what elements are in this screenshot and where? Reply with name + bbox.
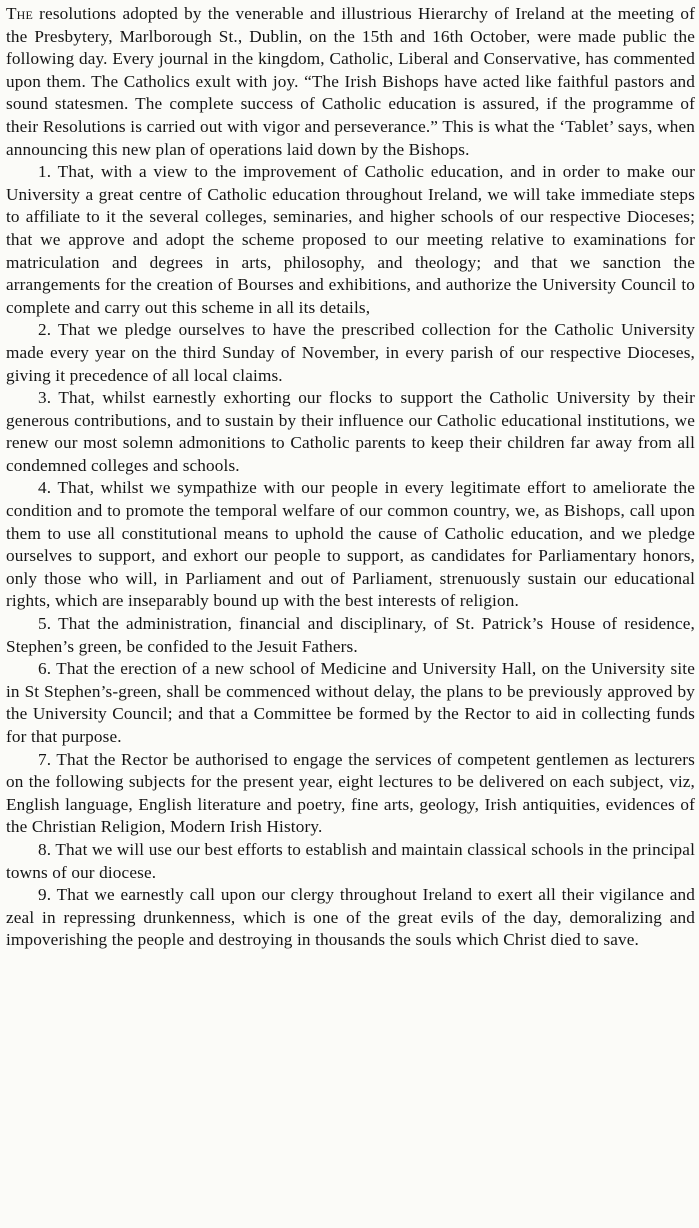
intro-text: resolutions adopted by the venerable and illustrious Hierarchy of Ireland at the meeting of the Presbytery, Marlborough St., Dublin, on the 15th and 16th October, were made public the following day. Every journal in the kingdom, Catholic, Liberal and Conservative, has commented upon them. The Catholics exult with joy. “The Irish Bishops have acted like faithful pastors and sound statesmen. The complete success of Catholic education is assured, if the programme of their Resolutions is carried out with vigor and perseverance.” This is what the ‘Tablet’ says, when announcing this new plan of operations laid down by the Bishops. [6, 4, 695, 159]
resolution-4: 4. That, whilst we sympathize with our people in every legitimate effort to ameliorate the condition and to promote the temporal welfare of our common country, we, as Bishops, call upon them to use all constitutional means to uphold the cause of Catholic education, and we pledge ourselves to support, and exhort our people to support, as candidates for Parliamentary honors, only those who will, in Parliament and out of Parliament, strenuously sustain our educational rights, which are inseparably bound up with the best interests of religion. [6, 478, 695, 611]
resolution-7: 7. That the Rector be authorised to engage the services of competent gentlemen as lecturers on the following subjects for the present year, eight lectures to be delivered on each subject, viz, English language, English literature and poetry, fine arts, geology, Irish antiquities, evidences of the Christian Religion, Modern Irish History. [6, 749, 695, 837]
resolution-2: 2. That we pledge ourselves to have the prescribed collection for the Catholic University made every year on the third Sunday of November, in every parish of our respective Dioceses, giving it precedence of all local claims. [6, 320, 695, 385]
resolution-6: 6. That the erection of a new school of Medicine and University Hall, on the University site in St Stephen’s-green, shall be commenced without delay, the plans to be previously approved by the University Council; and that a Committee be formed by the Rector to aid in collecting funds for that purpose. [6, 659, 695, 746]
intro-paragraph [6, 3, 695, 161]
resolution-3: 3. That, whilst earnestly exhorting our flocks to support the Catholic University by their generous contributions, and to sustain by their influence our Catholic educational institutions, we renew our most solemn admonitions to Catholic parents to keep their children far away from all condemned colleges and schools. [6, 388, 695, 475]
resolution-5: 5. That the administration, financial and disciplinary, of St. Patrick’s House of residence, Stephen’s green, be confided to the Jesuit Fathers. [6, 614, 695, 656]
resolution-1: 1. That, with a view to the improvement of Catholic education, and in order to make our University a great centre of Catholic education throughout Ireland, we will take immediate steps to affiliate to it the several colleges, seminaries, and higher schools of our respective Dioceses; that we approve and adopt the scheme proposed to our meeting relative to examinations for matriculation and degrees in arts, philosophy, and theology; and that we sanction the arrangements for the creation of Bourses and exhibitions, and authorize the University Council to complete and carry out this scheme in all its details, [6, 162, 695, 317]
intro-lead-word: The [6, 4, 33, 23]
resolution-8: 8. That we will use our best efforts to establish and maintain classical schools in the principal towns of our diocese. [6, 839, 695, 882]
resolution-9: 9. That we earnestly call upon our clergy throughout Ireland to exert all their vigilance and zeal in repressing drunkenness, which is one of the great evils of the day, demoralizing and impoverishing the people and destroying in thousands the souls which Christ died to save. [6, 885, 695, 950]
